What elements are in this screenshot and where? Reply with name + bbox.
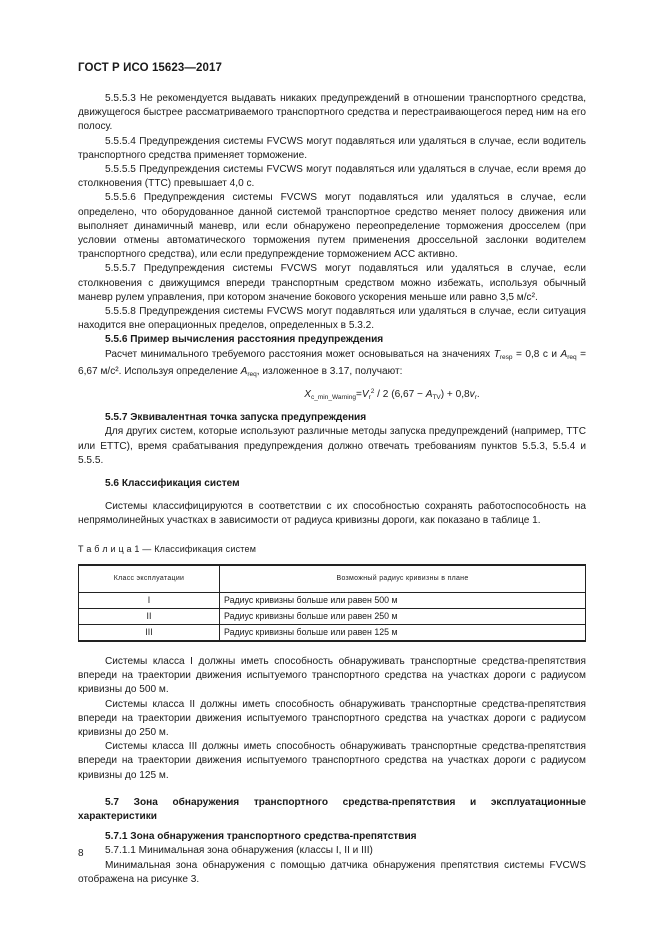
formula-part: 2 [370,388,375,396]
heading-5-7: 5.7 Зона обнаружения транспортного средства-препятствия и эксплуатационные характеристики [78,796,586,822]
table-row [79,624,586,641]
heading-5-7-1: 5.7.1 Зона обнаружения транспортного средства-препятствия [105,831,417,843]
symbol-sub: req [247,370,257,378]
paragraph-class-2: Системы класса II должны иметь способность обнаруживать транспортные средства-препятствия впереди на траектории движения испытуемого транспортного средства на участках дороги с радиусом кривизны до 250 м. [78,698,586,738]
formula-part: V [361,389,369,401]
formula [198,385,586,405]
table-cell: I [79,592,220,608]
text-run: = 0,8 с и [512,348,561,360]
formula-part: / 2 (6,67 − [374,389,426,401]
classification-table [78,564,586,642]
symbol-a: A [560,348,568,360]
paragraph-5-5-5-4: 5.5.5.4 Предупреждения системы FVCWS могут подавляться или удаляться в случае, если водитель транспортного средства применяет торможение. [78,135,586,161]
symbol-a: A [240,365,248,377]
table-header-cell: Возможный радиус кривизны в плане [220,565,586,593]
formula-part: c_min_Warning [311,394,356,402]
document-header: ГОСТ Р ИСО 15623—2017 [78,62,223,74]
table-row [79,592,586,608]
formula-part: = [355,389,362,401]
paragraph-5-5-5-8: 5.5.5.8 Предупреждения системы FVCWS могут подавляться или удаляться в случае, если ситуация находится вне операционных пределов, определенных в 5.3.2. [78,306,586,332]
page-number: 8 [78,848,84,859]
paragraph-class-1: Системы класса I должны иметь способность обнаруживать транспортные средства-препятствия впереди на траектории движения испытуемого транспортного средства на участках дороги с радиусом кривизны до 500 м. [78,655,586,696]
text-run: , изложенное в 3.17, получают: [256,365,403,377]
paragraph-5-6: Системы классифицируются в соответствии с их способностью сохранять работоспособность на непрямолинейных участках в зависимости от радиуса кривизны дороги, как показано в таблице 1. [78,501,586,527]
table-header-row [79,565,586,593]
table-header-cell: Класс эксплуатации [79,565,220,593]
formula-part: TV [432,394,441,402]
heading-5-6: 5.6 Классификация систем [105,478,240,490]
text-run: Расчет минимального требуемого расстояния может основываться на значениях [105,348,494,360]
paragraph-5-7-1-1-text: Минимальная зона обнаружения с помощью датчика обнаружения препятствия системы FVCWS отображена на рисунке 3. [78,859,586,885]
paragraph-5-7-1-1: 5.7.1.1 Минимальная зона обнаружения (классы I, II и III) [105,845,373,857]
text-run: = 6,67 м/с². Используя определение [78,348,587,377]
formula-part: X [304,389,312,401]
document-body [78,92,586,887]
paragraph-class-3: Системы класса III должны иметь способность обнаруживать транспортные средства-препятствия впереди на траектории движения испытуемого транспортного средства на участках дороги с радиусом кривизны до 125 м. [78,741,586,781]
table-caption: Т а б л и ц а 1 — Классификация систем [78,543,257,554]
heading-5-5-6: 5.5.6 Пример вычисления расстояния предупреждения [105,334,384,346]
paragraph-5-5-5-7: 5.5.5.7 Предупреждения системы FVCWS могут подавляться или удаляться в случае, если столкновения с движущимся впереди транспортным средством можно избежать, используя обычный маневр рулем управления, при котором значение бокового ускорения меньше или равно 3,5 м/с². [78,263,586,303]
symbol-sub: resp [499,353,513,361]
symbol-t: T [493,348,500,360]
paragraph-5-5-7: Для других систем, которые используют различные методы запуска предупреждений (например, ТТС или ЕТТС), время срабатывания предупреждения должно отвечать требованиям пунктов 5.5.3, 5.5.4 и 5.5.5. [78,426,586,466]
heading-5-5-7: 5.5.7 Эквивалентная точка запуска предупреждения [105,412,367,424]
formula-part: r [368,394,371,402]
table-cell: II [79,608,220,624]
symbol-sub: req [567,353,577,361]
paragraph-5-5-5-3: 5.5.5.3 Не рекомендуется выдавать никаких предупреждений в отношении транспортного средства, движущегося быстрее рассматриваемого транспортного средства и перестраивающегося перед ним на его полосу. [78,93,586,133]
formula-part: A [425,389,433,401]
table-cell: III [79,624,220,641]
table-row [79,608,586,624]
table-cell: Радиус кривизны больше или равен 125 м [220,624,586,641]
formula-part: ) + 0,8 [440,389,470,401]
paragraph-5-5-6 [78,348,586,382]
formula-part: v [469,389,475,401]
table-cell: Радиус кривизны больше или равен 250 м [220,608,586,624]
paragraph-5-5-5-5: 5.5.5.5 Предупреждения системы FVCWS могут подавляться или удаляться в случае, если время до столкновения (ТТС) превышает 4,0 с. [78,164,586,190]
formula-part: r [474,394,477,402]
paragraph-5-5-5-6: 5.5.5.6 Предупреждения системы FVCWS могут подавляться или удаляться в случае, если определено, что оборудованное данной системой транспортное средство меняет полосу движения или выполняет динамичный маневр, или если обнаружено переопределение торможения дросселем (при условии отмены автоматического торможения путем применения дроссельной заслонки водителем транспортного средства), или если предупреждение торможением АСС активно. [78,192,586,261]
table-cell: Радиус кривизны больше или равен 500 м [220,592,586,608]
formula-part: . [476,389,480,401]
